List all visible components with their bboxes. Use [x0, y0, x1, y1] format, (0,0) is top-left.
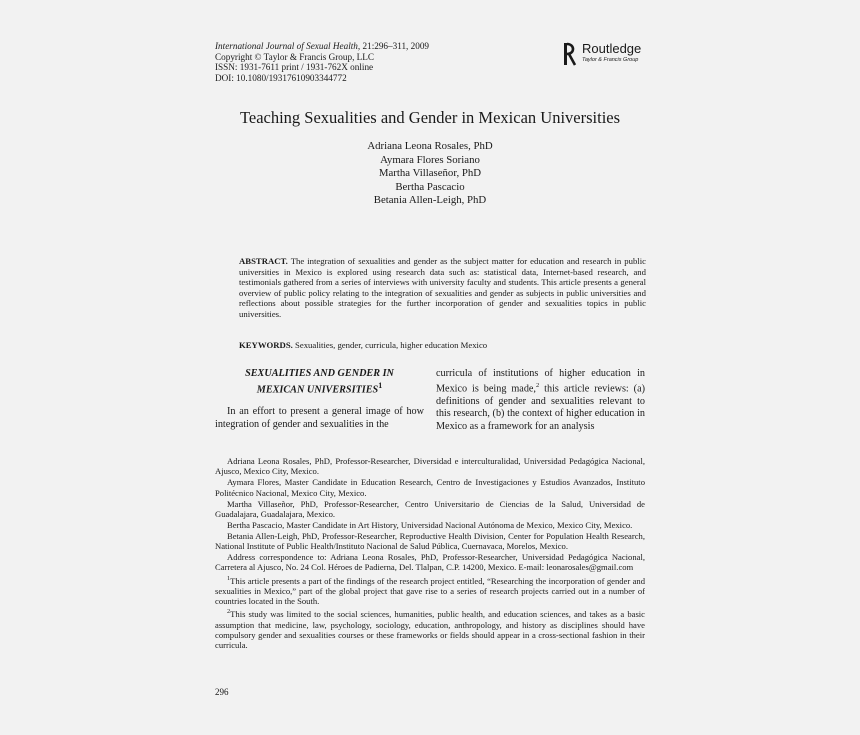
issn-line: ISSN: 1931-7611 print / 1931-762X online — [215, 62, 374, 72]
author-affiliation: Aymara Flores, Master Candidate in Education Research, Centro de Investigaciones y Estudios Avanzados, Instituto Politécnico Nacional, Mexico City, Mexico. — [215, 477, 645, 498]
author-affiliation: Bertha Pascacio, Master Candidate in Art History, Universidad Nacional Autónoma de Mexico, Mexico City, Mexico. — [227, 519, 633, 530]
body-column-left — [215, 368, 424, 431]
section-heading-line: MEXICAN UNIVERSITIES$^1$ — [256, 381, 383, 396]
keywords-text: Sexualities, gender, curricula, higher education Mexico — [292, 340, 488, 350]
author: Betania Allen-Leigh, PhD — [373, 194, 487, 207]
author-affiliation: Betania Allen-Leigh, PhD, Professor-Researcher, Reproductive Health Division, Center for Population Health Research, National Institute of Public Health/Instituto Nacional de Salud Pública, Cuernavaca, Morelos, Mexico. — [215, 530, 645, 552]
journal-name: International Journal of Sexual Health, — [215, 41, 361, 51]
keywords-label: KEYWORDS. — [239, 340, 293, 350]
correspondence-address: Address correspondence to: Adriana Leona Rosales, PhD, Professor-Researcher, Universidad Pedagógica Nacional, Carretera al Ajusco, No. 24 Col. Héroes de Padierna, Del. Tlalpan, C.P. 14200, Mexico. E-mail: leonarosales@gmail.com — [215, 552, 645, 573]
author: Adriana Leona Rosales, PhD — [367, 140, 493, 152]
author: Aymara Flores Soriano — [380, 153, 480, 166]
article-title: Teaching Sexualities and Gender in Mexican Universities — [239, 108, 621, 127]
footnote-1: $^1$This article presents a part of the findings of the research project entitled, “Researching the incorporation of gender and sexualities in Mexico,” part of the global project that gave rise to a series of research projects carried out in a number of countries located in the South. — [215, 574, 645, 607]
journal-citation-line — [215, 41, 429, 52]
abstract-label: ABSTRACT. — [239, 256, 288, 266]
abstract-text: The integration of sexualities and gender as the subject matter for education and research in public universities in Mexico is explored using research data such as: statistical data, Internet-based research, and testimonials gathered from a series of interviews with university faculty and students. This article presents a general overview of public policy relating to the integration of sexualities and gender as subjects in public universities and reflections about possible strategies for the further incorporation of gender and sexualities topics in public universities. — [239, 256, 646, 319]
author: Martha Villaseñor, PhD — [378, 167, 482, 180]
footnote-mark: 2 — [227, 608, 231, 616]
publisher-name: Routledge — [582, 41, 642, 56]
author: Bertha Pascacio — [395, 180, 465, 193]
footnotes — [215, 456, 645, 651]
footnote-ref: 1 — [378, 381, 383, 390]
routledge-r-icon — [563, 42, 577, 66]
footnote-mark: 1 — [227, 574, 231, 582]
author-affiliation: Adriana Leona Rosales, PhD, Professor-Researcher, Diversidad e interculturalidad, Universidad Pedagógica Nacional, Ajusco, Mexico City, Mexico. — [215, 456, 645, 477]
author-list — [0, 140, 860, 208]
page-number: 296 — [215, 687, 229, 697]
section-heading-line: SEXUALITIES AND GENDER IN — [245, 368, 394, 379]
abstract — [239, 256, 646, 320]
journal-volume: 21:296–311, 2009 — [360, 41, 430, 51]
journal-header — [215, 41, 429, 83]
doi-line: DOI: 10.1080/19317610903344772 — [215, 72, 347, 83]
keywords — [239, 340, 646, 351]
author-affiliation: Martha Villaseñor, PhD, Professor-Researcher, Centro Universitario de Ciencias de la Salud, Universidad de Guadalajara, Guadalajara, Mexico. — [215, 498, 645, 519]
section-heading — [215, 368, 424, 396]
publisher-logo — [563, 42, 653, 68]
footnote-ref: 2 — [535, 382, 540, 390]
footnote-2: $^2$This study was limited to the social sciences, humanities, public health, and education sciences, and takes as a basic assumption that medicine, law, psychology, sociology, education, anthropology, and history as disciplines should have compulsory gender and sexualities courses or these frameworks or fields should appear in a cross-sectional fashion in their curricula. — [215, 608, 645, 651]
copyright-line: Copyright © Taylor & Francis Group, LLC — [215, 51, 375, 62]
publisher-group: Taylor & Francis Group — [582, 57, 639, 63]
body-column-right: curricula of institutions of higher education in Mexico is being made,$^2$ this article reviews: (a) definitions of gender and sexualities relevant to this research, (b) the context of higher education in Mexico as a framework for an analysis — [436, 368, 645, 432]
body-paragraph: In an effort to present a general image of how integration of gender and sexualities in the — [215, 406, 424, 430]
